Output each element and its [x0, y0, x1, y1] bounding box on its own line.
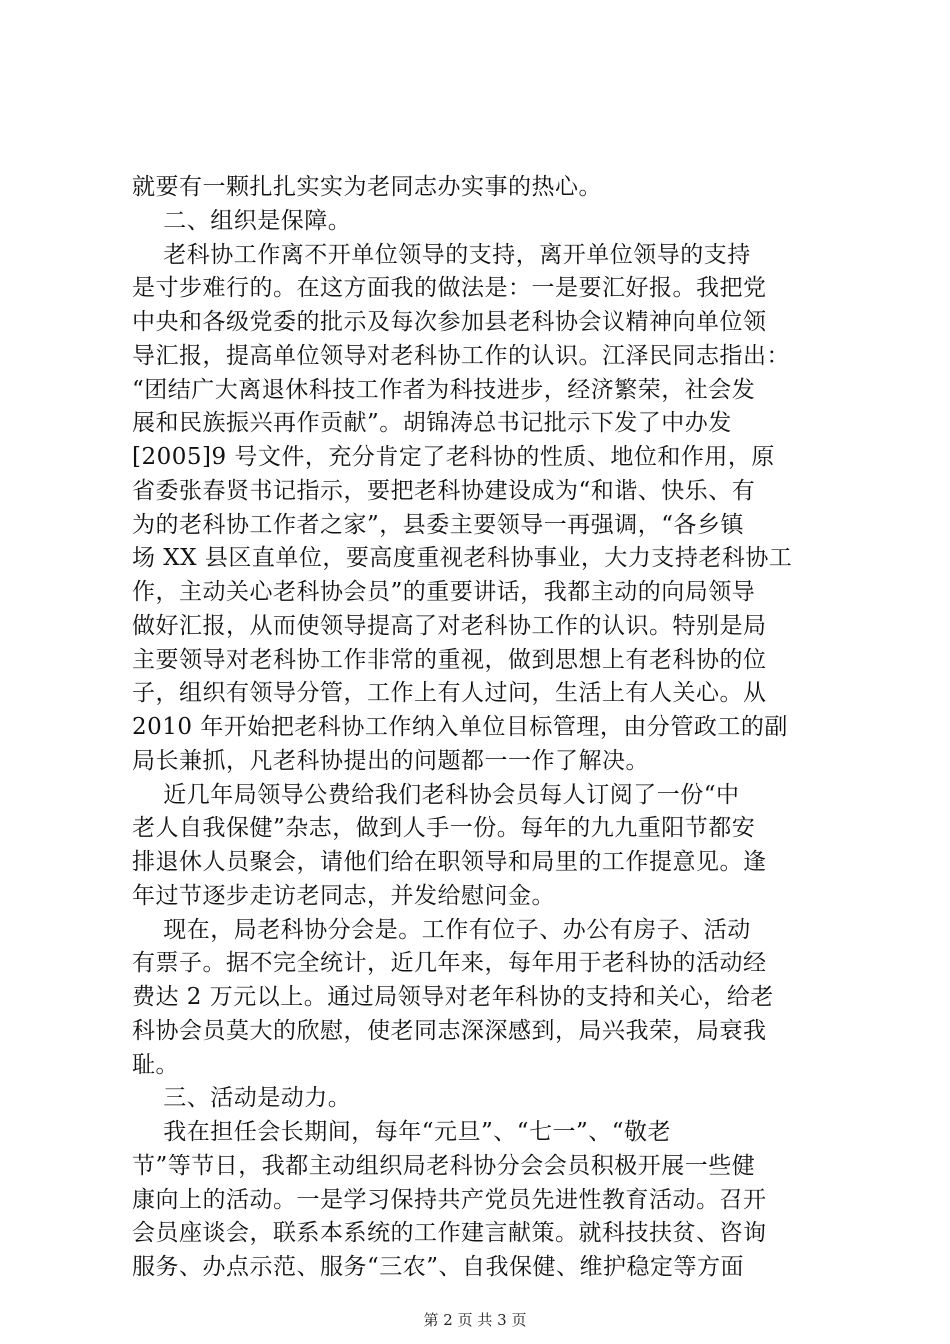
- text-line: 是寸步难行的。在这方面我的做法是：一是要汇好报。我把党: [132, 275, 767, 301]
- text-line: 为的老科协工作者之家”，县委主要领导一再强调，“各乡镇: [132, 512, 745, 538]
- text-line: 老人自我保健”杂志，做到人手一份。每年的九九重阳节都安: [132, 815, 756, 841]
- section-heading: 三、活动是动力。: [132, 1085, 352, 1111]
- text-line: “团结广大离退休科技工作者为科技进步，经济繁荣，社会发: [132, 377, 756, 403]
- text-line: 子，组织有领导分管，工作上有人过问，生活上有人关心。从: [132, 680, 767, 706]
- text-line: 康向上的活动。一是学习保持共产党员先进性教育活动。召开: [132, 1187, 767, 1213]
- text-line: 做好汇报，从而使领导提高了对老科协工作的认识。特别是局: [132, 613, 767, 639]
- text-line: 导汇报，提高单位领导对老科协工作的认识。江泽民同志指出：: [132, 343, 790, 369]
- page-footer: 第 2 页 共 3 页: [423, 1311, 527, 1329]
- text-line: 会员座谈会，联系本系统的工作建言献策。就科技扶贫、咨询: [132, 1220, 767, 1246]
- text-line: 耻。: [132, 1052, 179, 1078]
- text-line: 2010 年开始把老科协工作纳入单位目标管理，由分管政工的副: [132, 714, 788, 740]
- text-line: 局长兼抓，凡老科协提出的问题都一一作了解决。: [132, 748, 649, 774]
- text-line: 就要有一颗扎扎实实为老同志办实事的热心。: [132, 174, 602, 200]
- text-line: 场 XX 县区直单位，要高度重视老科协事业，大力支持老科协工: [132, 545, 793, 571]
- text-line: 中央和各级党委的批示及每次参加县老科协会议精神向单位领: [132, 309, 767, 335]
- text-line: [2005]9 号文件，充分肯定了老科协的性质、地位和作用，原: [132, 444, 775, 470]
- text-line: 我在担任会长期间，每年“元旦”、“七一”、“敬老: [132, 1119, 672, 1145]
- text-line: 年过节逐步走访老同志，并发给慰问金。: [132, 883, 555, 909]
- text-line: 有票子。据不完全统计，近几年来，每年用于老科协的活动经: [132, 950, 767, 976]
- text-line: 主要领导对老科协工作非常的重视，做到思想上有老科协的位: [132, 647, 767, 673]
- text-line: 科协会员莫大的欣慰，使老同志深深感到，局兴我荣，局衰我: [132, 1018, 767, 1044]
- text-line: 服务、办点示范、服务“三农”、自我保健、维护稳定等方面: [132, 1254, 745, 1280]
- text-line: 老科协工作离不开单位领导的支持，离开单位领导的支持: [132, 242, 751, 268]
- section-heading: 二、组织是保障。: [132, 208, 352, 234]
- text-line: 费达 2 万元以上。通过局领导对老年科协的支持和关心，给老: [132, 984, 774, 1010]
- text-line: 节”等节日，我都主动组织局老科协分会会员积极开展一些健: [132, 1153, 756, 1179]
- text-line: 省委张春贤书记指示，要把老科协建设成为“和谐、快乐、有: [132, 478, 756, 504]
- text-line: 作，主动关心老科协会员”的重要讲话，我都主动的向局领导: [132, 579, 756, 605]
- text-line: 现在，局老科协分会是。工作有位子、办公有房子、活动: [132, 917, 751, 943]
- text-line: 展和民族振兴再作贡献”。胡锦涛总书记批示下发了中办发: [132, 410, 732, 436]
- text-line: 近几年局领导公费给我们老科协会员每人订阅了一份“中: [132, 782, 740, 808]
- text-line: 排退休人员聚会，请他们给在职领导和局里的工作提意见。逢: [132, 849, 767, 875]
